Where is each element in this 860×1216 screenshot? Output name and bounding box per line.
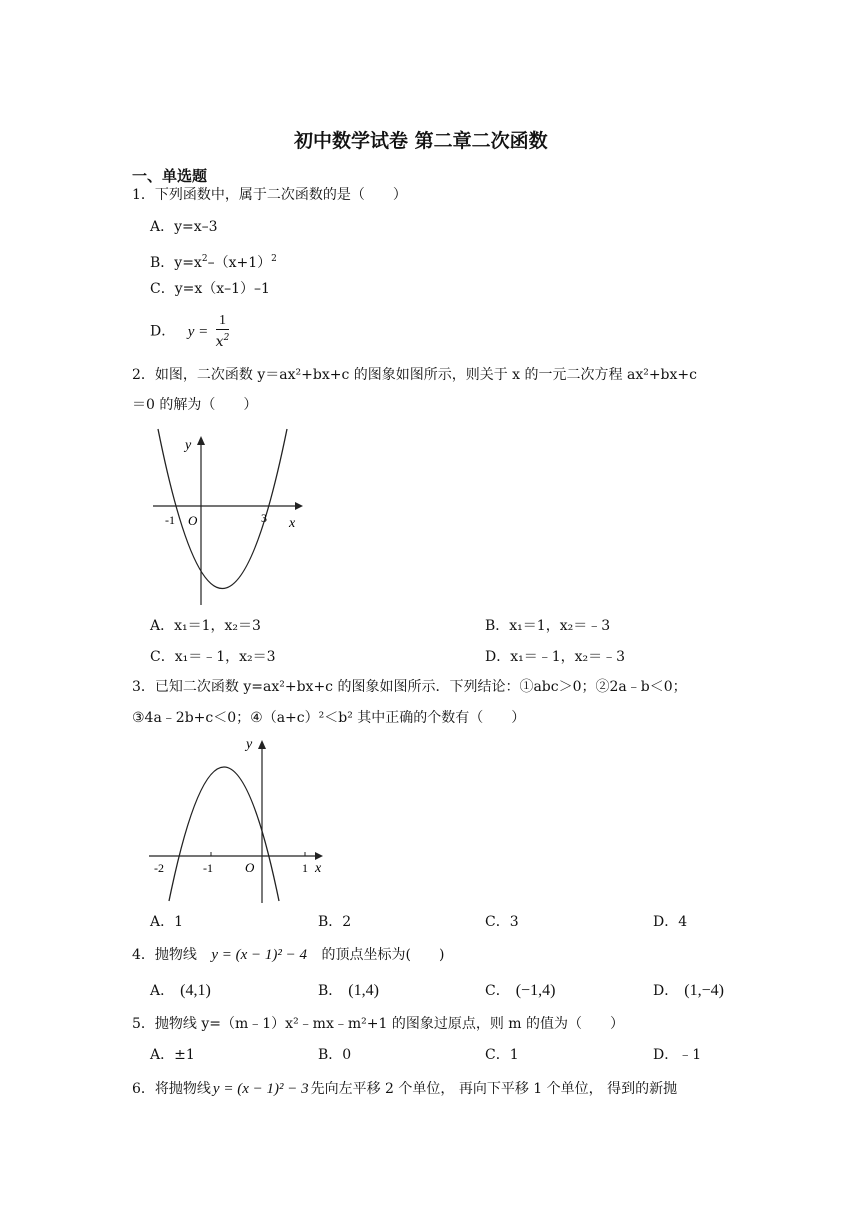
q5-option-b: B．0 <box>318 1047 352 1063</box>
q4-formula: y = (x − 1)² − 4 <box>211 947 308 963</box>
q4-option-a: A． (4,1) <box>150 982 211 999</box>
q6-formula: y = (x − 1)² − 3 <box>212 1081 309 1097</box>
x-axis-label: x <box>289 516 296 531</box>
q2-option-a: A．x₁＝1，x₂＝3 <box>150 618 261 634</box>
question-3-line-2: ③4a﹣2b+c＜0；④（a+c）²＜b² 其中正确的个数有（ ） <box>132 710 526 726</box>
y-axis-label: y <box>185 438 192 453</box>
tick-label-left-root: -1 <box>165 513 175 527</box>
q2-option-c: C．x₁＝﹣1，x₂＝3 <box>150 649 276 665</box>
x-axis-label: x <box>315 861 322 876</box>
q5-option-d: D．﹣1 <box>653 1047 702 1063</box>
q1-option-d: D． y = $\frac{1}{x^2}$ <box>150 313 230 350</box>
tick-label-minus-1: -1 <box>203 861 213 875</box>
question-4-stem: 4．抛物线 y = (x − 1)² − 4 的顶点坐标为( ) <box>132 947 445 963</box>
question-2-line-2: ＝0 的解为（ ） <box>132 397 258 413</box>
q3-option-b: B．2 <box>318 914 352 930</box>
origin-label: O <box>188 513 198 528</box>
question-3-line-1: 3．已知二次函数 y=ax²+bx+c 的图象如图所示．下列结论：①abc＞0；②2a﹣b＜0； <box>132 679 687 695</box>
y-axis-label: y <box>246 737 253 752</box>
q2-option-b: B．x₁＝1，x₂＝﹣3 <box>485 618 611 634</box>
q2-option-d: D．x₁＝﹣1，x₂＝﹣3 <box>485 649 626 665</box>
question-2-line-1: 2．如图，二次函数 y＝ax²+bx+c 的图象如图所示，则关于 x 的一元二次方程 ax²+bx+c <box>132 367 697 383</box>
origin-label: O <box>245 860 255 875</box>
fraction: $\frac{1}{x^2}$ <box>215 313 230 350</box>
q1-option-a: A．y=x–3 <box>150 219 218 235</box>
page-title: 初中数学试卷 第二章二次函数 <box>294 130 548 152</box>
tick-label-1: 1 <box>302 861 308 875</box>
question-5-stem: 5．抛物线 y=（m﹣1）x²﹣mx﹣m²+1 的图象过原点，则 m 的值为（ ） <box>132 1016 625 1032</box>
q4-option-c: C． (−1,4) <box>485 982 556 999</box>
q4-option-d: D． (1,−4) <box>653 982 724 999</box>
tick-label-minus-2: -2 <box>154 861 164 875</box>
tick-label-right-root: 3 <box>261 511 267 525</box>
question-6-stem: 6．将抛物线 y = (x − 1)² − 3 先向左平移 2 个单位， 再向下平移 1 个单位， 得到的新抛 <box>132 1081 678 1097</box>
q3-option-d: D．4 <box>653 914 688 930</box>
q1-option-c: C．y=x（x–1）–1 <box>150 281 270 297</box>
q1-option-b: B．$y=x^2-(x+1)^2$ <box>150 254 277 271</box>
q2-parabola-figure <box>145 425 315 610</box>
q3-option-a: A．1 <box>150 914 184 930</box>
question-1-stem: 1．下列函数中，属于二次函数的是（ ） <box>132 187 407 203</box>
q5-option-a: A．±1 <box>150 1047 195 1063</box>
q5-option-c: C．1 <box>485 1047 519 1063</box>
q3-parabola-figure <box>145 733 335 908</box>
q4-option-b: B． (1,4) <box>318 982 379 999</box>
q3-option-c: C．3 <box>485 914 519 930</box>
section-heading: 一、单选题 <box>132 167 208 185</box>
